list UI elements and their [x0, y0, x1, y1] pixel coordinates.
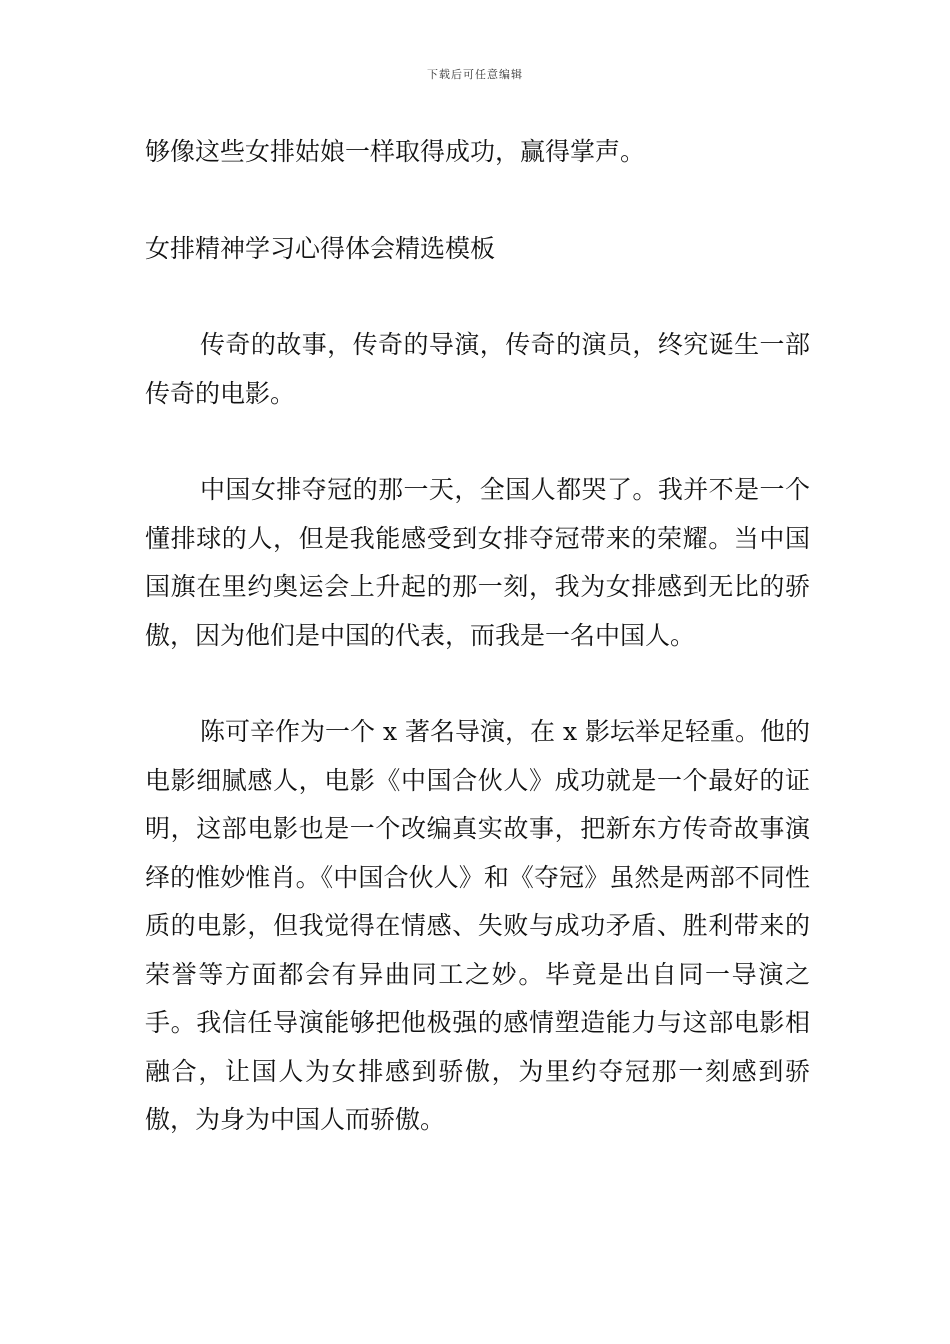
- document-body: [145, 128, 810, 1193]
- paragraph: 传奇的故事，传奇的导演，传奇的演员，终究诞生一部传奇的电影。: [145, 330, 810, 408]
- section-heading: 女排精神学习心得体会精选模板: [145, 233, 496, 263]
- paragraph: 陈可辛作为一个 x 著名导演，在 x 影坛举足轻重。他的电影细腻感人，电影《中国合伙人》成功就是一个最好的证明，这部电影也是一个改编真实故事，把新东方传奇故事演绎的惟妙惟肖。《中国合伙人》和《夺冠》虽然是两部不同性质的电影，但我觉得在情感、失败与成功矛盾、胜利带来的荣誉等方面都会有异曲同工之妙。毕竟是出自同一导演之手。我信任导演能够把他极强的感情塑造能力与这部电影相融合，让国人为女排感到骄傲，为里约夺冠那一刻感到骄傲，为身为中国人而骄傲。: [145, 717, 810, 1134]
- paragraph-continuation: 够像这些女排姑娘一样取得成功，赢得掌声。: [145, 137, 646, 166]
- paragraph: 中国女排夺冠的那一天，全国人都哭了。我并不是一个懂排球的人，但是我能感受到女排夺冠带来的荣耀。当中国国旗在里约奥运会上升起的那一刻，我为女排感到无比的骄傲，因为他们是中国的代表，而我是一名中国人。: [145, 475, 810, 650]
- header-note: 下载后可任意编辑: [427, 68, 523, 81]
